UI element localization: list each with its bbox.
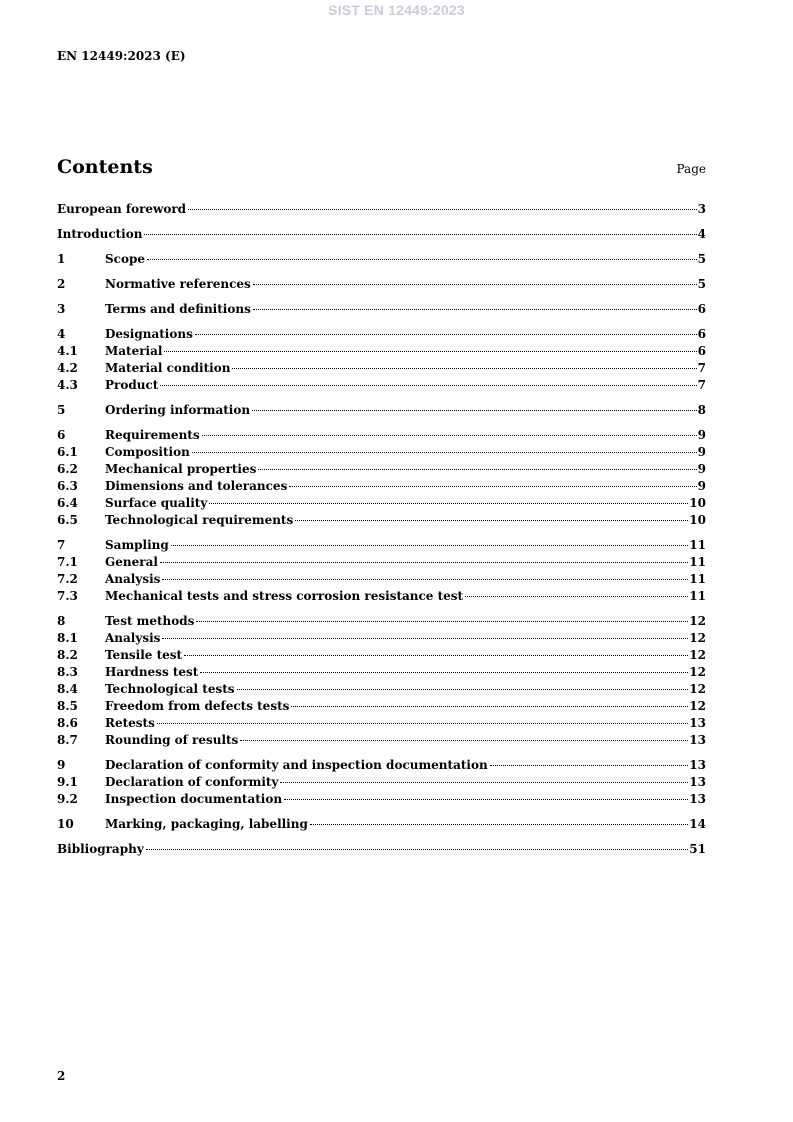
toc-entry-number: 8.7 xyxy=(57,733,78,747)
toc-entry-title: Mechanical tests and stress corrosion resistance test xyxy=(105,589,464,603)
toc-entry-title: Hardness test xyxy=(105,665,199,679)
toc-dot-leader xyxy=(280,782,688,783)
toc-entry[interactable] xyxy=(57,791,706,808)
toc-entry-title: Scope xyxy=(105,252,146,266)
toc-entry-page: 13 xyxy=(689,775,706,789)
toc-dot-leader xyxy=(258,469,696,470)
toc-entry-page: 11 xyxy=(689,555,706,569)
toc-entry[interactable] xyxy=(57,537,706,554)
toc-entry-number: 9 xyxy=(57,758,66,772)
toc-entry[interactable] xyxy=(57,326,706,343)
toc-entry[interactable] xyxy=(57,343,706,360)
watermark: SIST EN 12449:2023 xyxy=(328,2,465,18)
toc-dot-leader xyxy=(188,209,697,210)
toc-entry[interactable] xyxy=(57,360,706,377)
toc-entry-number: 2 xyxy=(57,277,66,291)
toc-entry-page: 9 xyxy=(697,462,706,476)
toc-dot-leader xyxy=(253,284,697,285)
toc-entry-number: 4.1 xyxy=(57,344,78,358)
toc-dot-leader xyxy=(184,655,688,656)
toc-dot-leader xyxy=(196,621,688,622)
toc-entry-page: 3 xyxy=(697,202,706,216)
toc-entry-number: 9.1 xyxy=(57,775,78,789)
toc-entry-number: 6 xyxy=(57,428,66,442)
toc-entry-page: 4 xyxy=(697,227,706,241)
toc-dot-leader xyxy=(147,259,697,260)
toc-dot-leader xyxy=(240,740,688,741)
toc-entry-number: 5 xyxy=(57,403,66,417)
toc-entry-page: 8 xyxy=(697,403,706,417)
toc-entry-title: Product xyxy=(105,378,159,392)
toc-dot-leader xyxy=(310,824,688,825)
toc-entry-page: 13 xyxy=(689,792,706,806)
toc-dot-leader xyxy=(252,410,697,411)
toc-entry-title: Declaration of conformity and inspection documentation xyxy=(105,758,488,772)
toc-entry-number: 6.4 xyxy=(57,496,78,510)
toc-entry-number: 8.5 xyxy=(57,699,78,713)
toc-entry-page: 11 xyxy=(689,589,706,603)
toc-entry-title: Inspection documentation xyxy=(105,792,283,806)
toc-entry[interactable] xyxy=(57,774,706,791)
toc-entry-title: Technological tests xyxy=(105,682,235,696)
toc-entry[interactable] xyxy=(57,571,706,588)
toc-dot-leader xyxy=(195,334,697,335)
toc-entry-title: Sampling xyxy=(105,538,169,552)
toc-entry-page: 9 xyxy=(697,479,706,493)
toc-section-group xyxy=(57,301,706,318)
contents-header xyxy=(57,156,706,178)
toc-entry-number: 6.3 xyxy=(57,479,78,493)
toc-entry-page: 11 xyxy=(689,538,706,552)
toc-entry[interactable] xyxy=(57,816,706,833)
toc-dot-leader xyxy=(490,765,689,766)
toc-entry-page: 12 xyxy=(689,699,706,713)
toc-entry-number: 3 xyxy=(57,302,66,316)
toc-entry-title: Declaration of conformity xyxy=(105,775,279,789)
toc-entry[interactable] xyxy=(57,495,706,512)
toc-dot-leader xyxy=(162,638,688,639)
toc-entry-page: 6 xyxy=(697,344,706,358)
toc-section-group xyxy=(57,816,706,833)
toc-entry-title: Composition xyxy=(105,445,190,459)
page-column-label: Page xyxy=(676,162,706,176)
document-id: EN 12449:2023 (E) xyxy=(57,49,186,63)
toc-entry[interactable] xyxy=(57,478,706,495)
toc-entry-page: 14 xyxy=(689,817,706,831)
toc-dot-leader xyxy=(146,849,689,850)
toc-section-group xyxy=(57,326,706,394)
toc-dot-leader xyxy=(465,596,688,597)
toc-entry-number: 4.2 xyxy=(57,361,78,375)
toc-entry-number: 7.1 xyxy=(57,555,78,569)
toc-entry[interactable] xyxy=(57,757,706,774)
toc-entry[interactable] xyxy=(57,554,706,571)
toc-section-group xyxy=(57,537,706,605)
toc-entry-page: 13 xyxy=(689,758,706,772)
toc-entry-title: Analysis xyxy=(105,572,161,586)
toc-section-group xyxy=(57,841,706,858)
toc-entry-title: Surface quality xyxy=(105,496,208,510)
toc-entry-title: Designations xyxy=(105,327,193,341)
toc-entry-number: 8 xyxy=(57,614,66,628)
toc-entry-title: Retests xyxy=(105,716,155,730)
toc-entry-page: 10 xyxy=(689,513,706,527)
toc-entry-title: Technological requirements xyxy=(105,513,294,527)
toc-entry-page: 12 xyxy=(689,631,706,645)
toc-entry-number: 6.1 xyxy=(57,445,78,459)
toc-entry[interactable] xyxy=(57,427,706,444)
toc-entry-title: Normative references xyxy=(105,277,251,291)
toc-dot-leader xyxy=(192,452,697,453)
toc-entry-number: 6.2 xyxy=(57,462,78,476)
toc-entry-title: Material condition xyxy=(105,361,231,375)
toc-dot-leader xyxy=(162,579,688,580)
toc-entry[interactable] xyxy=(57,630,706,647)
toc-dot-leader xyxy=(164,351,696,352)
toc-entry-title: Rounding of results xyxy=(105,733,239,747)
toc-dot-leader xyxy=(284,799,688,800)
toc-entry-page: 6 xyxy=(697,302,706,316)
toc-entry-title: Mechanical properties xyxy=(105,462,257,476)
toc-entry-page: 7 xyxy=(697,378,706,392)
toc-entry[interactable] xyxy=(57,444,706,461)
toc-entry-title: Dimensions and tolerances xyxy=(105,479,288,493)
toc-dot-leader xyxy=(237,689,689,690)
toc-entry-page: 7 xyxy=(697,361,706,375)
toc-entry-number: 7 xyxy=(57,538,66,552)
toc-entry-title: Test methods xyxy=(105,614,195,628)
toc-entry-title: Freedom from defects tests xyxy=(105,699,290,713)
toc-entry-title: Introduction xyxy=(57,227,143,241)
toc-entry-page: 12 xyxy=(689,682,706,696)
toc-entry-title: Requirements xyxy=(105,428,200,442)
toc-entry[interactable] xyxy=(57,512,706,529)
toc-section-group xyxy=(57,757,706,808)
toc-dot-leader xyxy=(144,234,696,235)
toc-entry-number: 1 xyxy=(57,252,66,266)
toc-section-group xyxy=(57,276,706,293)
toc-entry[interactable] xyxy=(57,647,706,664)
toc-entry[interactable] xyxy=(57,588,706,605)
toc-entry-number: 9.2 xyxy=(57,792,78,806)
toc-entry[interactable] xyxy=(57,732,706,749)
toc-dot-leader xyxy=(160,385,696,386)
toc-entry[interactable] xyxy=(57,613,706,630)
toc-section-group xyxy=(57,251,706,268)
toc-entry-page: 51 xyxy=(689,842,706,856)
toc-dot-leader xyxy=(160,562,688,563)
toc-section-group xyxy=(57,226,706,243)
toc-entry-title: Material xyxy=(105,344,163,358)
toc-entry-page: 13 xyxy=(689,716,706,730)
toc-entry-page: 12 xyxy=(689,665,706,679)
toc-entry-page: 12 xyxy=(689,648,706,662)
toc-section-group xyxy=(57,402,706,419)
toc-dot-leader xyxy=(200,672,688,673)
toc-section-group xyxy=(57,427,706,529)
toc-entry[interactable] xyxy=(57,301,706,318)
toc-entry-title: Marking, packaging, labelling xyxy=(105,817,308,831)
toc-entry[interactable] xyxy=(57,681,706,698)
toc-entry-title: General xyxy=(105,555,158,569)
contents-title: Contents xyxy=(57,156,153,178)
toc-entry-number: 4.3 xyxy=(57,378,78,392)
toc-entry[interactable] xyxy=(57,377,706,394)
toc-entry[interactable] xyxy=(57,251,706,268)
toc-entry-title: Bibliography xyxy=(57,842,144,856)
toc-entry-number: 10 xyxy=(57,817,74,831)
toc-entry-page: 12 xyxy=(689,614,706,628)
toc-entry[interactable] xyxy=(57,715,706,732)
toc-entry-number: 6.5 xyxy=(57,513,78,527)
toc-entry[interactable] xyxy=(57,461,706,478)
toc-entry-number: 7.2 xyxy=(57,572,78,586)
toc-entry[interactable] xyxy=(57,402,706,419)
toc-entry-number: 7.3 xyxy=(57,589,78,603)
toc-dot-leader xyxy=(209,503,688,504)
toc-entry-title: European foreword xyxy=(57,202,187,216)
toc-dot-leader xyxy=(171,545,689,546)
toc-dot-leader xyxy=(253,309,697,310)
page-number: 2 xyxy=(57,1069,66,1083)
toc-entry-title: Terms and definitions xyxy=(105,302,251,316)
toc-entry-title: Analysis xyxy=(105,631,161,645)
toc-dot-leader xyxy=(202,435,697,436)
toc-entry-title: Ordering information xyxy=(105,403,251,417)
toc-dot-leader xyxy=(232,368,696,369)
toc-entry-page: 10 xyxy=(689,496,706,510)
toc-entry-number: 8.3 xyxy=(57,665,78,679)
toc-section-group xyxy=(57,613,706,749)
toc-entry-number: 8.4 xyxy=(57,682,78,696)
toc-entry[interactable] xyxy=(57,276,706,293)
table-of-contents xyxy=(57,201,706,866)
toc-entry-page: 6 xyxy=(697,327,706,341)
toc-entry-page: 5 xyxy=(697,252,706,266)
toc-entry-page: 9 xyxy=(697,445,706,459)
toc-dot-leader xyxy=(157,723,688,724)
toc-entry-number: 4 xyxy=(57,327,66,341)
toc-entry-number: 8.2 xyxy=(57,648,78,662)
toc-entry[interactable] xyxy=(57,841,706,858)
toc-entry[interactable] xyxy=(57,201,706,218)
toc-entry-number: 8.6 xyxy=(57,716,78,730)
toc-entry-number: 8.1 xyxy=(57,631,78,645)
toc-entry-page: 5 xyxy=(697,277,706,291)
toc-dot-leader xyxy=(295,520,688,521)
toc-dot-leader xyxy=(291,706,688,707)
toc-entry[interactable] xyxy=(57,226,706,243)
toc-entry-page: 11 xyxy=(689,572,706,586)
toc-entry[interactable] xyxy=(57,698,706,715)
toc-entry-page: 9 xyxy=(697,428,706,442)
toc-section-group xyxy=(57,201,706,218)
toc-entry-page: 13 xyxy=(689,733,706,747)
toc-dot-leader xyxy=(289,486,696,487)
toc-entry-title: Tensile test xyxy=(105,648,183,662)
toc-entry[interactable] xyxy=(57,664,706,681)
